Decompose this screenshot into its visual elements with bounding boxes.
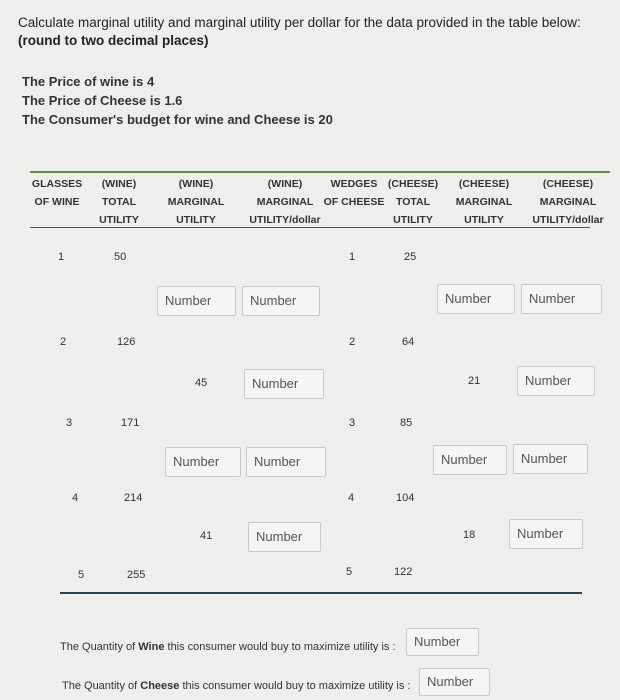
header-glasses: GLASSES OF WINE — [31, 178, 83, 208]
cheese-mu-4-5: 18 — [463, 529, 476, 541]
wine-price-text: The Price of wine is 4 — [22, 74, 155, 89]
table-top-rule — [30, 171, 610, 173]
header-cheese-total: (CHEESE) TOTAL UTILITY — [387, 178, 439, 226]
header-wine-mu-dollar: (WINE) MARGINAL UTILITY/dollar — [249, 178, 321, 226]
wine-mu-2-3: 45 — [195, 377, 208, 389]
row2-wine-total: 126 — [117, 336, 136, 348]
row5-cheese-total: 122 — [394, 566, 413, 578]
question-text: Calculate marginal utility and marginal utility per dollar for the data provided in the table below: (round to two decimal places) — [18, 15, 581, 48]
cheese-mu-2-3: 21 — [468, 375, 481, 387]
row1-glasses: 1 — [58, 251, 65, 263]
row3-glasses: 3 — [66, 417, 73, 429]
wine-mu-dollar-input-2-3[interactable]: Number — [244, 369, 324, 399]
cheese-price-text: The Price of Cheese is 1.6 — [22, 93, 183, 108]
row1-wine-total: 50 — [114, 251, 127, 263]
wine-mu-input-1-2[interactable]: Number — [157, 286, 236, 316]
wine-quantity-label: The Quantity of Wine this consumer would buy to maximize utility is : — [60, 641, 396, 653]
row4-wine-total: 214 — [124, 492, 143, 504]
wine-mu-input-3-4[interactable]: Number — [165, 447, 241, 477]
row2-glasses: 2 — [60, 336, 67, 348]
row2-wedges: 2 — [349, 336, 356, 348]
row4-cheese-total: 104 — [396, 492, 415, 504]
header-cheese-marginal: (CHEESE) MARGINAL UTILITY — [455, 178, 513, 226]
wine-mu-dollar-input-1-2[interactable]: Number — [242, 286, 320, 316]
cheese-quantity-input[interactable]: Number — [419, 668, 490, 696]
row4-glasses: 4 — [72, 492, 79, 504]
row1-wedges: 1 — [349, 251, 356, 263]
cheese-mu-dollar-input-2-3[interactable]: Number — [517, 366, 595, 396]
header-wine-marginal: (WINE) MARGINAL UTILITY — [167, 178, 225, 226]
row3-wine-total: 171 — [121, 417, 140, 429]
header-cheese-mu-dollar: (CHEESE) MARGINAL UTILITY/dollar — [532, 178, 604, 226]
cheese-mu-dollar-input-3-4[interactable]: Number — [513, 444, 588, 474]
cheese-mu-input-3-4[interactable]: Number — [433, 445, 507, 475]
header-wedges: WEDGES OF CHEESE — [323, 178, 385, 208]
wine-quantity-input[interactable]: Number — [406, 628, 479, 656]
row5-glasses: 5 — [78, 569, 85, 581]
table-bottom-rule — [60, 592, 582, 594]
row5-wine-total: 255 — [127, 569, 146, 581]
row3-cheese-total: 85 — [400, 417, 413, 429]
cheese-quantity-label: The Quantity of Cheese this consumer would buy to maximize utility is : — [62, 680, 411, 692]
row1-cheese-total: 25 — [404, 251, 417, 263]
wine-mu-4-5: 41 — [200, 530, 213, 542]
row3-wedges: 3 — [349, 417, 356, 429]
row4-wedges: 4 — [348, 492, 355, 504]
cheese-mu-dollar-input-1-2[interactable]: Number — [521, 284, 602, 314]
row2-cheese-total: 64 — [402, 336, 415, 348]
wine-mu-dollar-input-3-4[interactable]: Number — [246, 447, 326, 477]
cheese-mu-dollar-input-4-5[interactable]: Number — [509, 519, 583, 549]
header-wine-total: (WINE) TOTAL UTILITY — [99, 178, 139, 226]
cheese-mu-input-1-2[interactable]: Number — [437, 284, 515, 314]
row5-wedges: 5 — [346, 566, 353, 578]
budget-text: The Consumer's budget for wine and Cheese is 20 — [22, 112, 333, 127]
wine-mu-dollar-input-4-5[interactable]: Number — [248, 522, 321, 552]
